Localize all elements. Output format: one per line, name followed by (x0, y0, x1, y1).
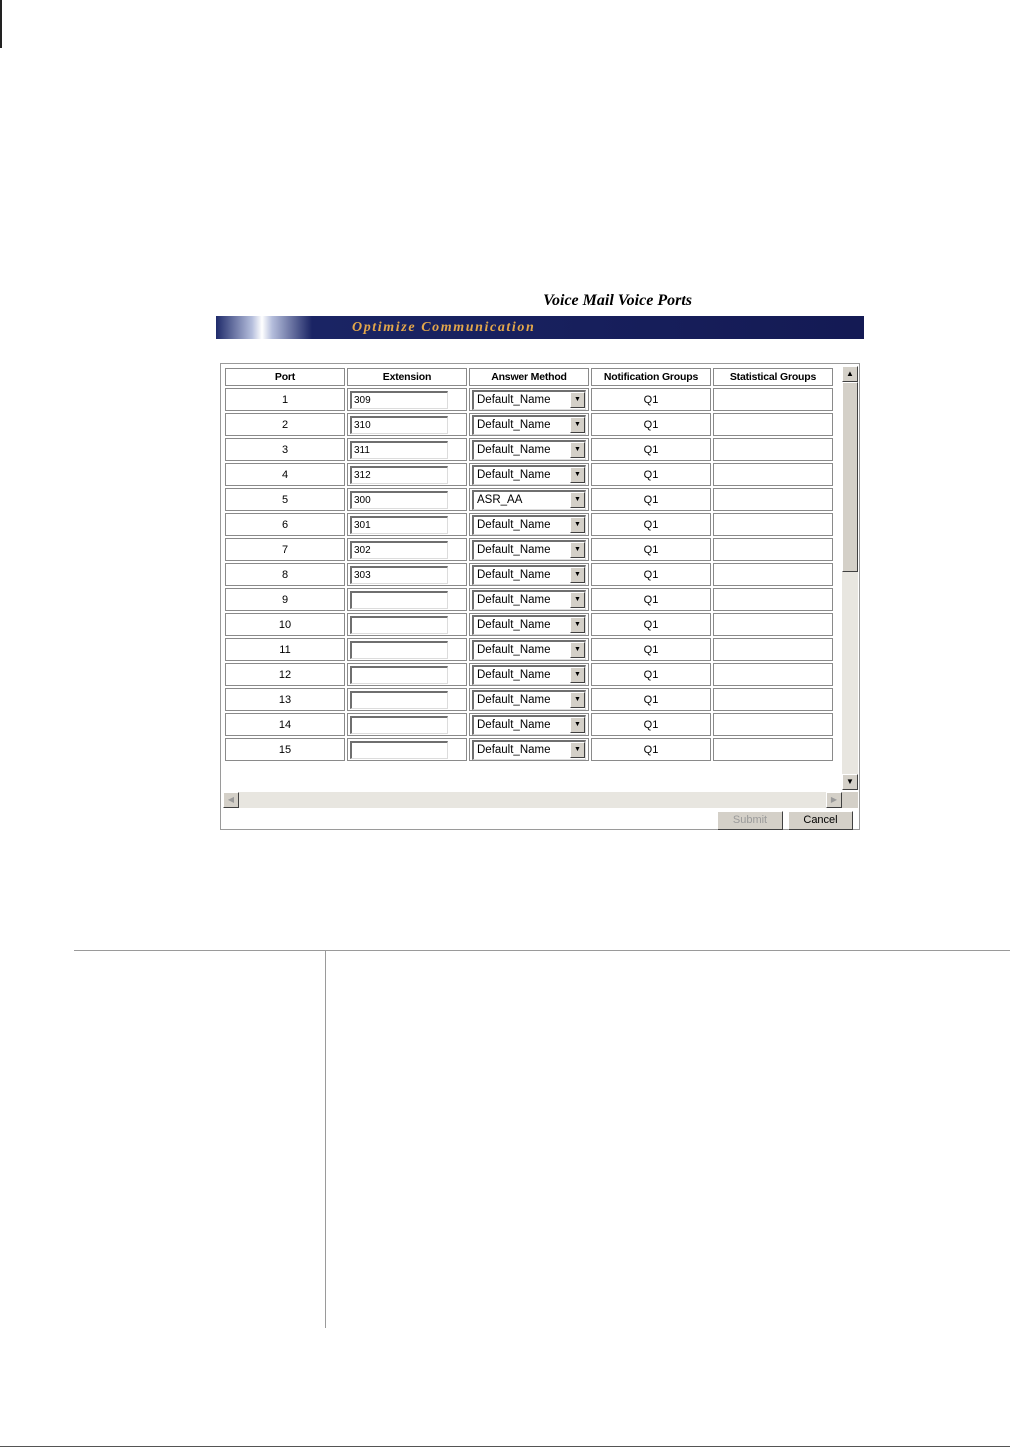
extension-cell (347, 513, 467, 536)
extension-input[interactable] (350, 741, 448, 759)
extension-input[interactable] (350, 491, 448, 509)
extension-cell (347, 388, 467, 411)
chevron-down-icon[interactable]: ▼ (570, 442, 585, 458)
submit-button[interactable]: Submit (717, 811, 783, 830)
answer-method-cell (469, 563, 589, 586)
extension-cell (347, 413, 467, 436)
ports-table-body (225, 388, 833, 761)
answer-method-select[interactable] (472, 415, 586, 435)
extension-input[interactable] (350, 416, 448, 434)
port-cell: 15 (225, 738, 345, 761)
answer-method-select[interactable] (472, 540, 586, 560)
chevron-down-icon[interactable]: ▼ (570, 667, 585, 683)
chevron-down-icon[interactable]: ▼ (570, 492, 585, 508)
window-title: Voice Mail Voice Ports (543, 292, 692, 309)
footer-rule (0, 1446, 1010, 1447)
table-row (225, 638, 833, 661)
vertical-scroll-thumb[interactable] (842, 382, 858, 572)
scroll-left-button[interactable] (223, 792, 239, 808)
answer-method-select[interactable] (472, 665, 586, 685)
chevron-down-icon[interactable]: ▼ (570, 717, 585, 733)
notification-groups-cell: Q1 (591, 713, 711, 736)
port-cell: 12 (225, 663, 345, 686)
table-row (225, 463, 833, 486)
section-divider (74, 950, 1010, 951)
column-header-extension: Extension (347, 368, 467, 386)
extension-cell (347, 538, 467, 561)
notification-groups-cell: Q1 (591, 438, 711, 461)
table-row (225, 588, 833, 611)
statistical-groups-cell (713, 688, 833, 711)
answer-method-value: Default_Name (477, 743, 551, 756)
answer-method-value: Default_Name (477, 518, 551, 531)
chevron-down-icon[interactable]: ▼ (570, 617, 585, 633)
extension-input[interactable] (350, 716, 448, 734)
answer-method-select[interactable] (472, 640, 586, 660)
extension-cell (347, 638, 467, 661)
extension-cell (347, 588, 467, 611)
answer-method-cell (469, 463, 589, 486)
scroll-right-button[interactable] (826, 792, 842, 808)
voice-ports-frame (220, 363, 860, 830)
extension-cell (347, 713, 467, 736)
port-cell: 3 (225, 438, 345, 461)
answer-method-value: Default_Name (477, 643, 551, 656)
answer-method-cell (469, 488, 589, 511)
answer-method-value: Default_Name (477, 393, 551, 406)
notification-groups-cell: Q1 (591, 613, 711, 636)
notification-groups-cell: Q1 (591, 488, 711, 511)
answer-method-value: Default_Name (477, 468, 551, 481)
extension-cell (347, 438, 467, 461)
answer-method-select[interactable] (472, 515, 586, 535)
answer-method-value: Default_Name (477, 618, 551, 631)
port-cell: 6 (225, 513, 345, 536)
statistical-groups-cell (713, 588, 833, 611)
extension-input[interactable] (350, 591, 448, 609)
answer-method-select[interactable] (472, 615, 586, 635)
notification-groups-cell: Q1 (591, 688, 711, 711)
answer-method-select[interactable] (472, 740, 586, 760)
scroll-down-button[interactable] (842, 774, 858, 790)
statistical-groups-cell (713, 488, 833, 511)
answer-method-cell (469, 413, 589, 436)
statistical-groups-cell (713, 438, 833, 461)
ports-table (223, 366, 835, 763)
answer-method-cell (469, 438, 589, 461)
answer-method-select[interactable] (472, 490, 586, 510)
extension-input[interactable] (350, 616, 448, 634)
statistical-groups-cell (713, 638, 833, 661)
notification-groups-cell: Q1 (591, 738, 711, 761)
arrow-right-icon: ▶ (830, 795, 838, 804)
answer-method-select[interactable] (472, 440, 586, 460)
port-cell: 13 (225, 688, 345, 711)
answer-method-cell (469, 588, 589, 611)
extension-input[interactable] (350, 516, 448, 534)
column-header-statistical-groups: Statistical Groups (713, 368, 833, 386)
horizontal-scrollbar[interactable] (223, 792, 842, 808)
answer-method-cell (469, 538, 589, 561)
answer-method-select[interactable] (472, 390, 586, 410)
answer-method-select[interactable] (472, 565, 586, 585)
port-cell: 8 (225, 563, 345, 586)
answer-method-value: Default_Name (477, 718, 551, 731)
answer-method-cell (469, 388, 589, 411)
extension-input[interactable] (350, 441, 448, 459)
port-cell: 7 (225, 538, 345, 561)
vertical-scrollbar[interactable] (842, 366, 858, 790)
statistical-groups-cell (713, 613, 833, 636)
statistical-groups-cell (713, 513, 833, 536)
answer-method-value: ASR_AA (477, 493, 523, 506)
ports-grid-viewport (223, 366, 840, 792)
banner-text: Optimize Communication (352, 320, 536, 335)
column-header-port: Port (225, 368, 345, 386)
arrow-left-icon: ◀ (227, 795, 235, 804)
extension-cell (347, 613, 467, 636)
answer-method-value: Default_Name (477, 568, 551, 581)
column-header-answer-method: Answer Method (469, 368, 589, 386)
column-header-notification-groups: Notification Groups (591, 368, 711, 386)
banner (216, 316, 864, 339)
port-cell: 4 (225, 463, 345, 486)
answer-method-cell (469, 738, 589, 761)
answer-method-value: Default_Name (477, 443, 551, 456)
statistical-groups-cell (713, 388, 833, 411)
header-row (225, 368, 833, 386)
chevron-down-icon[interactable]: ▼ (570, 517, 585, 533)
answer-method-select[interactable] (472, 465, 586, 485)
statistical-groups-cell (713, 563, 833, 586)
answer-method-value: Default_Name (477, 693, 551, 706)
extension-input[interactable] (350, 566, 448, 584)
notification-groups-cell: Q1 (591, 513, 711, 536)
extension-input[interactable] (350, 391, 448, 409)
chevron-down-icon[interactable]: ▼ (570, 542, 585, 558)
notification-groups-cell: Q1 (591, 413, 711, 436)
chevron-down-icon[interactable]: ▼ (570, 742, 585, 758)
extension-input[interactable] (350, 691, 448, 709)
table-row (225, 563, 833, 586)
port-cell: 9 (225, 588, 345, 611)
answer-method-cell (469, 638, 589, 661)
table-row (225, 438, 833, 461)
chevron-down-icon[interactable]: ▼ (570, 642, 585, 658)
port-cell: 5 (225, 488, 345, 511)
notification-groups-cell: Q1 (591, 638, 711, 661)
extension-input[interactable] (350, 666, 448, 684)
port-cell: 10 (225, 613, 345, 636)
notification-groups-cell: Q1 (591, 538, 711, 561)
table-row (225, 488, 833, 511)
table-row (225, 738, 833, 761)
notification-groups-cell: Q1 (591, 388, 711, 411)
statistical-groups-cell (713, 413, 833, 436)
extension-cell (347, 688, 467, 711)
extension-cell (347, 663, 467, 686)
chevron-down-icon[interactable]: ▼ (570, 467, 585, 483)
chevron-down-icon[interactable]: ▼ (570, 592, 585, 608)
table-row (225, 613, 833, 636)
notification-groups-cell: Q1 (591, 663, 711, 686)
notification-groups-cell: Q1 (591, 463, 711, 486)
extension-cell (347, 563, 467, 586)
answer-method-value: Default_Name (477, 668, 551, 681)
statistical-groups-cell (713, 713, 833, 736)
answer-method-value: Default_Name (477, 593, 551, 606)
table-row (225, 413, 833, 436)
port-cell: 11 (225, 638, 345, 661)
extension-input[interactable] (350, 641, 448, 659)
cancel-button[interactable]: Cancel (788, 811, 853, 830)
extension-cell (347, 463, 467, 486)
arrow-up-icon: ▲ (846, 369, 854, 378)
answer-method-cell (469, 713, 589, 736)
answer-method-value: Default_Name (477, 418, 551, 431)
chevron-down-icon[interactable]: ▼ (570, 692, 585, 708)
statistical-groups-cell (713, 663, 833, 686)
chevron-down-icon[interactable]: ▼ (570, 417, 585, 433)
answer-method-cell (469, 663, 589, 686)
page-corner-mark (0, 0, 2, 48)
chevron-down-icon[interactable]: ▼ (570, 392, 585, 408)
answer-method-value: Default_Name (477, 543, 551, 556)
table-row (225, 663, 833, 686)
answer-method-cell (469, 688, 589, 711)
scrollbar-corner (842, 792, 858, 808)
statistical-groups-cell (713, 738, 833, 761)
table-row (225, 538, 833, 561)
answer-method-select[interactable] (472, 590, 586, 610)
port-cell: 1 (225, 388, 345, 411)
table-row (225, 688, 833, 711)
extension-input[interactable] (350, 466, 448, 484)
answer-method-cell (469, 513, 589, 536)
notification-groups-cell: Q1 (591, 563, 711, 586)
port-cell: 2 (225, 413, 345, 436)
notification-groups-cell: Q1 (591, 588, 711, 611)
answer-method-select[interactable] (472, 690, 586, 710)
port-cell: 14 (225, 713, 345, 736)
statistical-groups-cell (713, 538, 833, 561)
chevron-down-icon[interactable]: ▼ (570, 567, 585, 583)
answer-method-select[interactable] (472, 715, 586, 735)
statistical-groups-cell (713, 463, 833, 486)
extension-cell (347, 488, 467, 511)
arrow-down-icon: ▼ (846, 777, 854, 786)
extension-input[interactable] (350, 541, 448, 559)
answer-method-cell (469, 613, 589, 636)
table-row (225, 713, 833, 736)
column-divider (325, 950, 326, 1328)
extension-cell (347, 738, 467, 761)
table-row (225, 388, 833, 411)
table-row (225, 513, 833, 536)
scroll-up-button[interactable] (842, 366, 858, 382)
